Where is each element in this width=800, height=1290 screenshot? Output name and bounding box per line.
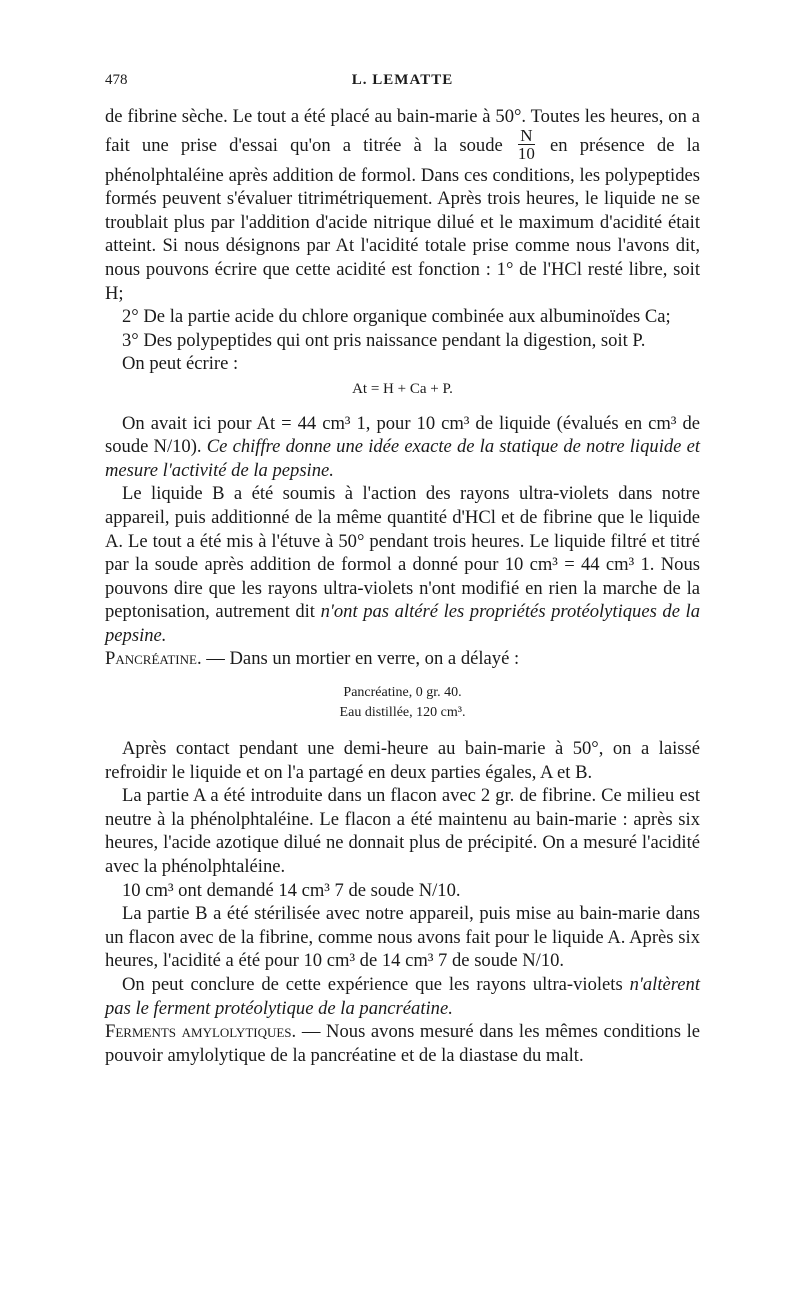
line-2-start: heures, on a fait une prise d'essai qu'on a titrée à la soude xyxy=(105,106,700,156)
recipe-line-1: Pancréatine, 0 gr. 40. xyxy=(343,685,462,701)
item-2: 2° De la partie acide du chlore organique combinée aux albuminoïdes Ca; xyxy=(122,306,671,328)
paragraph-liquide-b xyxy=(105,482,700,647)
pancreatine-heading: Pancréatine. xyxy=(105,648,202,670)
liquide-b-italic: n'ont pas altéré les propriétés protéolytiques de la pepsine. xyxy=(105,601,701,646)
acidity-text: On avait ici pour At = 44 cm³ 1, pour 10 cm³ de liquide (évalués en cm³ de soude N/10). xyxy=(105,412,700,458)
body-text xyxy=(105,105,700,1067)
line-1: de fibrine sèche. Le tout a été placé au bain-marie à 50°. Toutes les xyxy=(105,106,606,127)
liquide-b-text: Le liquide B a été soumis à l'action des rayons ultra-violets dans notre appareil, puis additionné de la même quantité d'HCl et de fibrine que le liquide A. Le tout a été mis à l'étuve à 50° pendant trois heures. Le liquide filtré et titré par la soude après addition de formol a donné pour 10 cm³ = 44 cm³ 1. Nous pouvons dire que les rayons ultra-violets n'ont modifié en rien la marche de la peptonisation, autrement dit xyxy=(105,483,700,623)
paragraph-amylolytiques xyxy=(105,1020,700,1067)
paragraph-partie-b: La partie B a été stérilisée avec notre appareil, puis mise au bain-marie dans un flacon avec de la fibrine, comme nous avons fait pour le liquide A. Après six heures, l'acidité a été pour 10 cm³ de 14 cm³ 7 de soude N/10. xyxy=(105,903,700,972)
fraction-numerator: N xyxy=(520,125,533,145)
recipe-block xyxy=(105,683,700,723)
page-number: 478 xyxy=(105,72,128,88)
acidity-italic: Ce chiffre donne une idée exacte de la statique de notre liquide et mesure l'activité de la pepsine. xyxy=(105,436,700,481)
fraction-denominator: 10 xyxy=(517,143,535,163)
paragraph-partie-a: La partie A a été introduite dans un flacon avec 2 gr. de fibrine. Ce milieu est neutre à la phénolphtaléine. Le flacon a été maintenu au bain-marie : après six heures, l'acide azotique dilué ne donnait plus de précipité. On a mesuré l'acidité avec la phénolphtaléine. xyxy=(105,785,700,878)
item-3: 3° Des polypeptides qui ont pris naissance pendant la digestion, soit P. xyxy=(122,329,646,351)
running-head: L. LEMATTE xyxy=(351,72,454,88)
amylolytiques-heading: Ferments amylolytiques. xyxy=(105,1021,297,1043)
pancreatine-text: — Dans un mortier en verre, on a délayé : xyxy=(206,648,520,670)
line-2-end: en présence xyxy=(550,134,645,156)
paragraph-acidity xyxy=(105,412,700,483)
paragraph-result-a: 10 cm³ ont demandé 14 cm³ 7 de soude N/10. xyxy=(122,879,461,901)
paragraph-continuation xyxy=(105,105,700,305)
conclusion-text: On peut conclure de cette expérience que les rayons ultra-violets xyxy=(122,974,623,995)
paragraph-pancreatine xyxy=(105,647,700,671)
paragraph-contact: Après contact pendant une demi-heure au bain-marie à 50°, on a laissé refroidir le liquide et on l'a partagé en deux parties égales, A et B. xyxy=(105,738,700,783)
formula: At = H + Ca + P. xyxy=(352,380,453,397)
paragraph-1-rest: de la phénolphtaléine après addition de formol. Dans ces conditions, les polypeptides formés peuvent s'évaluer titrimétriquement. Après trois heures, le liquide ne se troublait plus par l'addition d'acide nitrique dilué et le maximum d'acidité était atteint. Si nous désignons par At l'acidité totale prise comme nous l'avons dit, nous pouvons écrire que cette acidité est fonction : 1° de l'HCl resté libre, soit H; xyxy=(105,134,701,304)
recipe-line-2: Eau distillée, 120 cm³. xyxy=(339,705,466,721)
conclusion-italic: n'altèrent pas le ferment protéolytique de la pancréatine. xyxy=(105,974,700,1019)
amylolytiques-text: — Nous avons mesuré dans les mêmes conditions le pouvoir amylolytique de la pancréatine et de la diastase du malt. xyxy=(105,1021,701,1066)
fraction-n-over-10 xyxy=(518,127,535,162)
paragraph-on-peut-ecrire: On peut écrire : xyxy=(122,353,239,375)
page-header xyxy=(105,72,700,94)
paragraph-conclusion xyxy=(105,973,700,1020)
